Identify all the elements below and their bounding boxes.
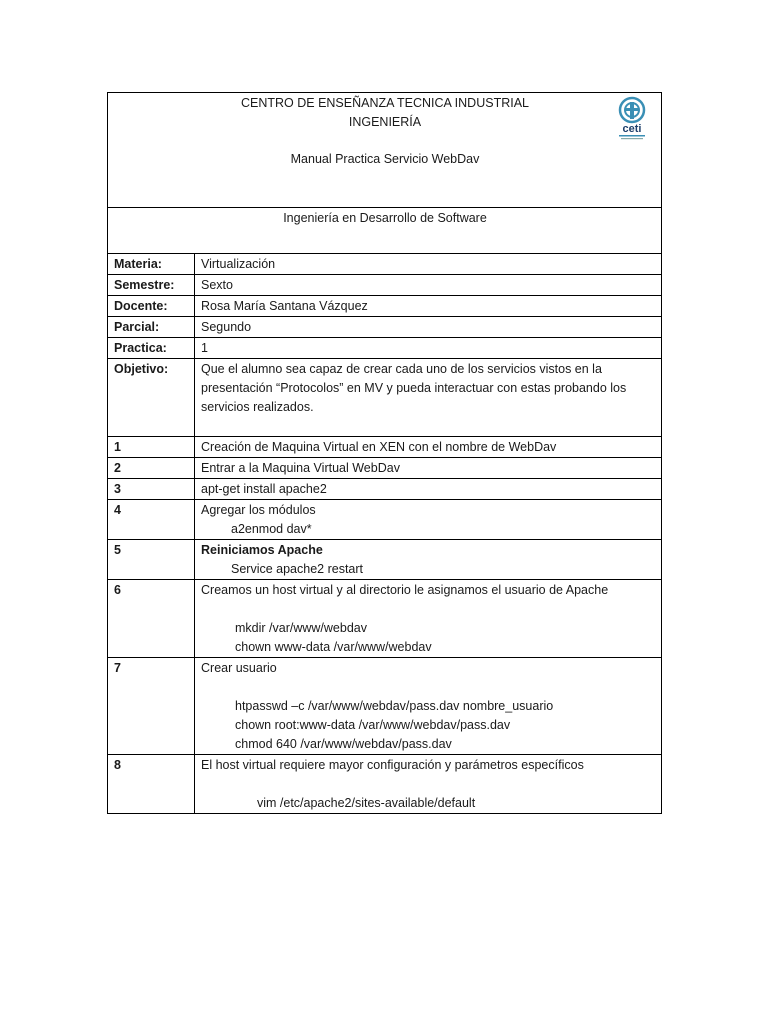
step-row	[108, 580, 662, 658]
step-row	[108, 658, 662, 755]
objective-text: Que el alumno sea capaz de crear cada uno de los servicios vistos en la presentación “Protocolos” en MV y pueda interactuar con estas probando los servicios realizados.	[195, 359, 662, 437]
step-command: mkdir /var/www/webdav	[235, 621, 367, 635]
step-command: chown www-data /var/www/webdav	[235, 640, 432, 654]
info-label: Practica:	[108, 338, 195, 359]
career-name: Ingeniería en Desarrollo de Software	[108, 208, 662, 254]
info-value: Virtualización	[195, 254, 662, 275]
logo-text: ceti	[622, 123, 642, 135]
step-command: a2enmod dav*	[231, 522, 312, 536]
step-command: chmod 640 /var/www/webdav/pass.dav	[235, 737, 452, 751]
info-label: Semestre:	[108, 275, 195, 296]
info-value: Sexto	[195, 275, 662, 296]
info-label: Parcial:	[108, 317, 195, 338]
step-command: vim /etc/apache2/sites-available/default	[257, 796, 476, 810]
step-cell	[195, 580, 662, 658]
step-row	[108, 540, 662, 580]
info-row-materia	[108, 254, 662, 275]
institution-name: CENTRO DE ENSEÑANZA TECNICA INDUSTRIAL	[240, 96, 529, 110]
step-text: Agregar los módulos	[201, 503, 316, 517]
info-row-practica	[108, 338, 662, 359]
info-label: Docente:	[108, 296, 195, 317]
step-command: Service apache2 restart	[231, 562, 364, 576]
info-label: Materia:	[108, 254, 195, 275]
info-value: Rosa María Santana Vázquez	[195, 296, 662, 317]
step-command: chown root:www-data /var/www/webdav/pass.dav	[235, 718, 511, 732]
step-number: 7	[108, 658, 195, 755]
ceti-logo-icon	[617, 96, 647, 142]
step-text: apt-get install apache2	[195, 479, 662, 500]
step-number: 8	[108, 755, 195, 814]
header-row	[108, 93, 662, 208]
info-label: Objetivo:	[108, 359, 195, 437]
step-cell	[195, 500, 662, 540]
step-command: htpasswd –c /var/www/webdav/pass.dav nombre_usuario	[235, 699, 554, 713]
step-text: Creamos un host virtual y al directorio le asignamos el usuario de Apache	[201, 583, 609, 597]
info-row-objetivo	[108, 359, 662, 437]
info-row-parcial	[108, 317, 662, 338]
info-value: Segundo	[195, 317, 662, 338]
step-row	[108, 437, 662, 458]
step-number: 3	[108, 479, 195, 500]
header-cell	[108, 93, 662, 208]
step-number: 6	[108, 580, 195, 658]
step-cell	[195, 658, 662, 755]
info-row-semestre	[108, 275, 662, 296]
info-row-docente	[108, 296, 662, 317]
step-row	[108, 500, 662, 540]
step-cell	[195, 755, 662, 814]
step-text: Reiniciamos Apache	[201, 543, 323, 557]
step-number: 2	[108, 458, 195, 479]
career-row	[108, 208, 662, 254]
step-row	[108, 458, 662, 479]
info-value: 1	[195, 338, 662, 359]
manual-title: Manual Practica Servicio WebDav	[290, 152, 480, 166]
step-row	[108, 479, 662, 500]
division-name: INGENIERÍA	[348, 115, 422, 129]
step-row	[108, 755, 662, 814]
step-cell	[195, 540, 662, 580]
step-number: 5	[108, 540, 195, 580]
step-text: Crear usuario	[201, 661, 277, 675]
step-text: El host virtual requiere mayor configuración y parámetros específicos	[201, 758, 584, 772]
practice-manual-table	[107, 92, 662, 814]
step-text: Creación de Maquina Virtual en XEN con el nombre de WebDav	[195, 437, 662, 458]
step-text: Entrar a la Maquina Virtual WebDav	[195, 458, 662, 479]
step-number: 1	[108, 437, 195, 458]
step-number: 4	[108, 500, 195, 540]
